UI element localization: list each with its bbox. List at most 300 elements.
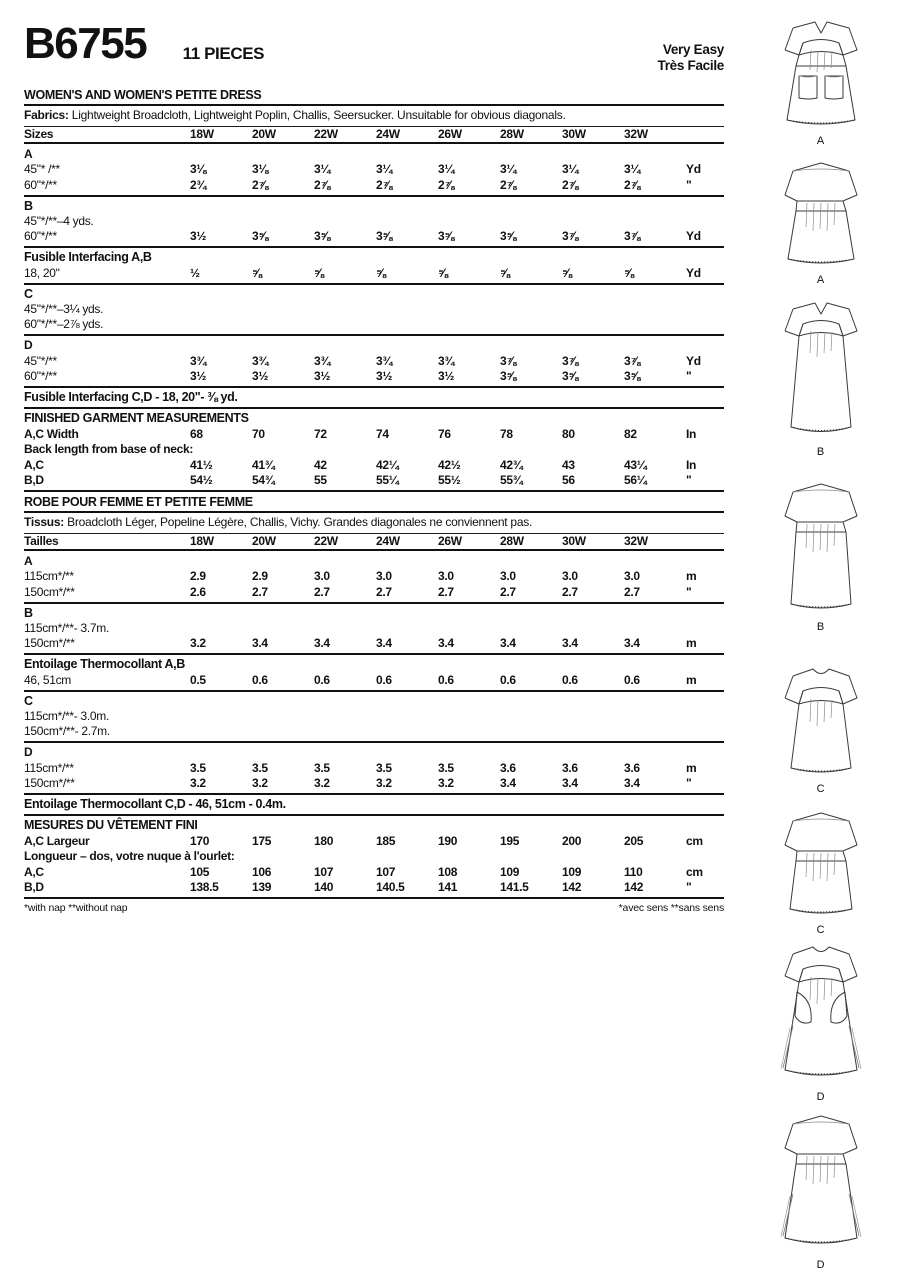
section-title: C <box>24 286 33 301</box>
yardage-cell: 2.7 <box>438 584 454 599</box>
illustration-c-back <box>724 805 917 936</box>
yardage-cell: 2⅞ <box>438 177 455 192</box>
fabrics-label-fr: Tissus: <box>24 515 65 529</box>
yardage-cell: 3.4 <box>252 636 268 650</box>
yardage-cell: 3¾ <box>190 353 207 368</box>
measurement-cell: 110 <box>624 864 643 879</box>
measurement-cell: 42¼ <box>376 457 399 472</box>
nap-footnote-en: *with nap **without nap <box>24 902 128 914</box>
section-title-row <box>24 146 726 162</box>
unit-cell: " <box>686 177 692 192</box>
measurement-cell: 43 <box>562 457 575 472</box>
measurement-cell: 42¾ <box>500 457 523 472</box>
width-label: 150cm*/** <box>24 584 75 599</box>
yardage-cell: 3⅛ <box>190 162 207 176</box>
measurement-cell: 106 <box>252 864 272 879</box>
yardage-row <box>24 369 726 385</box>
interfacing-block-cd-fr <box>24 795 724 814</box>
section-title-row <box>24 553 726 569</box>
sizes-row-en <box>24 127 726 143</box>
width-label: 46, 51cm <box>24 672 71 687</box>
measurement-cell: 42 <box>314 457 327 472</box>
size-col: 26W <box>438 127 462 141</box>
finished-title-fr: MESURES DU VÊTEMENT FINI <box>24 818 198 832</box>
yardage-cell: 0.6 <box>438 672 454 687</box>
yardage-cell: ⅝ <box>438 265 448 280</box>
unit-col <box>686 127 726 143</box>
illustration-d-front <box>724 938 917 1103</box>
illustration-caption: C <box>816 783 825 795</box>
yardage-cell: 3.2 <box>190 776 206 790</box>
yardage-cell: 3.6 <box>500 760 516 775</box>
yardage-cell: 0.6 <box>376 672 392 687</box>
section-title: A <box>24 553 33 568</box>
yardage-cell: 3.5 <box>190 760 206 775</box>
illustration-a-front <box>724 8 917 147</box>
measurement-row <box>24 473 726 489</box>
measurement-cell: 107 <box>314 864 334 879</box>
yardage-cell: 3.0 <box>314 569 330 583</box>
yardage-row <box>24 229 726 245</box>
yardage-cell: 3.2 <box>252 776 268 790</box>
garment-title: WOMEN'S AND WOMEN'S PETITE DRESS <box>24 88 262 102</box>
section-title: A <box>24 146 33 161</box>
line-drawings-column <box>724 0 917 1283</box>
measurement-cell: 140 <box>314 880 334 894</box>
dress-b-front-drawing <box>763 295 879 445</box>
measurement-cell: 175 <box>252 833 272 848</box>
measurement-row <box>24 880 726 896</box>
yardage-cell: 2⅞ <box>252 177 269 192</box>
inline-yardage-note: 45"*/**–4 yds. <box>24 213 94 228</box>
finished-measurements-fr <box>24 816 724 897</box>
yardage-row <box>24 569 726 585</box>
fabrics-text-en: Lightweight Broadcloth, Lightweight Poplin, Challis, Seersucker. Unsuitable for obvious diagonals. <box>68 108 566 122</box>
unit-cell: Yd <box>686 162 701 176</box>
spec-sheet <box>24 18 724 914</box>
width-label: 60"*/** <box>24 177 57 192</box>
yardage-cell: ⅝ <box>314 265 324 280</box>
sizes-header-table-en <box>24 127 726 143</box>
yardage-cell: 3.5 <box>438 760 454 775</box>
yardage-cell: 3.2 <box>376 776 392 790</box>
section-title: D <box>24 745 33 759</box>
interfacing-block-ab-fr <box>24 655 724 690</box>
illustration-b-back <box>724 478 917 633</box>
yardage-cell: 3¼ <box>624 162 641 176</box>
yardage-cell: 0.6 <box>314 672 330 687</box>
measurement-cell: 56 <box>562 473 575 487</box>
section-title: Entoilage Thermocollant A,B <box>24 657 185 671</box>
yardage-cell: 2.7 <box>500 584 516 599</box>
measurement-cell: 141.5 <box>500 880 529 894</box>
yardage-cell: 3.4 <box>314 636 330 650</box>
unit-cell: Yd <box>686 229 701 243</box>
yardage-cell: ⅝ <box>500 265 510 280</box>
size-col: 30W <box>562 127 586 141</box>
dress-a-back-drawing <box>763 155 879 273</box>
yardage-cell: 3½ <box>376 369 393 383</box>
yardage-cell: 3¾ <box>376 353 393 368</box>
yardage-cell: 3¼ <box>438 162 455 176</box>
yardage-cell: 3½ <box>314 369 331 383</box>
measurement-cell: 43¼ <box>624 457 647 472</box>
size-col: 22W <box>314 534 338 548</box>
measurement-cell: 205 <box>624 833 644 848</box>
yardage-cell: 3¼ <box>314 162 331 176</box>
width-label: 115cm*/** <box>24 569 74 583</box>
measurement-cell: 140.5 <box>376 880 405 894</box>
yardage-cell: 3.4 <box>376 636 392 650</box>
measurement-cell: 200 <box>562 833 582 848</box>
size-col: 18W <box>190 127 214 141</box>
unit-col <box>686 534 726 550</box>
yardage-row <box>24 265 726 281</box>
yardage-cell: 2.9 <box>190 569 206 583</box>
backlength-label-row <box>24 849 726 865</box>
yardage-cell: 3.0 <box>500 569 516 583</box>
yardage-cell: 2⅞ <box>500 177 517 192</box>
dress-b-back-drawing <box>763 478 879 620</box>
yardage-cell: 3⅛ <box>252 162 269 176</box>
measurement-cell: 142 <box>624 880 644 894</box>
unit-cell: Yd <box>686 353 701 368</box>
measurement-cell: 55½ <box>438 473 461 487</box>
yardage-cell: 3⅝ <box>314 229 331 243</box>
measurement-cell: 55 <box>314 473 327 487</box>
measurement-label: A,C Width <box>24 426 79 441</box>
yardage-cell: 3.0 <box>624 569 640 583</box>
yardage-cell: 2.9 <box>252 569 268 583</box>
measurement-cell: 41½ <box>190 457 213 472</box>
yardage-cell: 3.0 <box>438 569 454 583</box>
view-block-b-en <box>24 197 724 247</box>
measurement-cell: 56¼ <box>624 473 647 487</box>
view-block-d-en <box>24 336 724 387</box>
unit-cell: cm <box>686 833 703 848</box>
yardage-cell: 3.4 <box>500 636 516 650</box>
yardage-cell: 3.4 <box>500 776 516 790</box>
yardage-cell: 3.4 <box>624 636 640 650</box>
measurement-cell: 141 <box>438 880 458 894</box>
illustration-b-front <box>724 295 917 458</box>
measurement-label: A,C <box>24 864 44 879</box>
fabrics-line-fr <box>24 513 724 533</box>
inline-yardage-note: 150cm*/**- 2.7m. <box>24 723 110 738</box>
yardage-cell: 3⅞ <box>562 229 579 243</box>
view-block-a-en <box>24 144 724 195</box>
measurement-cell: 74 <box>376 426 389 441</box>
size-col: 20W <box>252 127 276 141</box>
yardage-cell: 3⅞ <box>562 353 579 368</box>
yardage-cell: 3⅝ <box>562 369 579 383</box>
interfacing-block-cd-en <box>24 388 724 407</box>
unit-cell: " <box>686 776 692 790</box>
yardage-cell: 3½ <box>252 369 269 383</box>
size-col: 28W <box>500 127 524 141</box>
width-label: 150cm*/** <box>24 636 75 650</box>
view-block-c-en <box>24 285 724 334</box>
measurement-cell: 55¼ <box>376 473 399 487</box>
yardage-row <box>24 353 726 369</box>
difficulty-en: Very Easy <box>662 42 724 57</box>
interfacing-cd-line-fr: Entoilage Thermocollant C,D - 46, 51cm - 0.4m. <box>24 797 286 811</box>
yardage-cell: 3⅝ <box>500 229 517 243</box>
yardage-cell: 3½ <box>190 369 207 383</box>
yardage-cell: 3.4 <box>438 636 454 650</box>
pattern-number: B6755 <box>24 19 147 68</box>
illustration-c-front <box>724 658 917 795</box>
inline-yardage-note: 115cm*/**- 3.0m. <box>24 708 110 723</box>
yardage-cell: 3¼ <box>376 162 393 176</box>
size-col: 26W <box>438 534 462 548</box>
illustration-caption: C <box>816 924 825 936</box>
yardage-row <box>24 584 726 600</box>
yardage-cell: 3.5 <box>314 760 330 775</box>
width-label: 60"*/** <box>24 229 57 243</box>
measurement-cell: 109 <box>562 864 582 879</box>
size-col: 32W <box>624 534 648 548</box>
yardage-cell: 3.6 <box>562 760 578 775</box>
view-block-a-fr <box>24 551 724 602</box>
yardage-cell: 3.5 <box>376 760 392 775</box>
yardage-cell: 3⅝ <box>376 229 393 243</box>
measurement-cell: 54¾ <box>252 473 275 487</box>
fabrics-label-en: Fabrics: <box>24 108 69 122</box>
yardage-cell: ⅝ <box>624 265 634 280</box>
width-label: 115cm*/** <box>24 760 74 775</box>
section-title: C <box>24 693 33 708</box>
unit-cell: " <box>686 473 692 487</box>
unit-cell: m <box>686 569 697 583</box>
yardage-row <box>24 776 726 792</box>
yardage-cell: 2.7 <box>624 584 640 599</box>
yardage-cell: 3.2 <box>314 776 330 790</box>
yardage-cell: 3¾ <box>314 353 331 368</box>
yardage-cell: 2.7 <box>562 584 578 599</box>
yardage-row <box>24 177 726 193</box>
measurement-cell: 185 <box>376 833 396 848</box>
illustration-caption: D <box>816 1091 825 1103</box>
measurement-cell: 105 <box>190 864 210 879</box>
backlength-label-fr: Longueur – dos, votre nuque à l'ourlet: <box>24 849 235 863</box>
measurement-cell: 109 <box>500 864 520 879</box>
measurement-cell: 72 <box>314 426 327 441</box>
yardage-cell: 2¾ <box>190 177 207 192</box>
yardage-cell: 0.6 <box>562 672 578 687</box>
measurement-cell: 180 <box>314 833 334 848</box>
unit-cell: Yd <box>686 265 701 280</box>
yardage-cell: 2⅞ <box>314 177 331 192</box>
yardage-cell: 3.0 <box>376 569 392 583</box>
yardage-cell: 3¾ <box>252 353 269 368</box>
measurement-row <box>24 426 726 442</box>
interfacing-block-ab-en <box>24 248 724 283</box>
size-col: 22W <box>314 127 338 141</box>
size-col: 24W <box>376 127 400 141</box>
measurement-cell: 54½ <box>190 473 213 487</box>
yardage-cell: 2.6 <box>190 584 206 599</box>
yardage-cell: 0.6 <box>500 672 516 687</box>
size-col: 32W <box>624 127 648 141</box>
illustration-caption: A <box>816 135 825 147</box>
yardage-row <box>24 162 726 178</box>
width-label: 150cm*/** <box>24 776 75 790</box>
unit-cell: m <box>686 760 697 775</box>
nap-footnotes <box>24 899 724 914</box>
nap-footnote-fr: *avec sens **sans sens <box>618 902 724 914</box>
unit-cell: m <box>686 636 697 650</box>
view-block-c-fr <box>24 692 724 741</box>
finished-measurements-en <box>24 409 724 490</box>
width-label: 18, 20" <box>24 265 60 280</box>
yardage-cell: 0.5 <box>190 672 206 687</box>
yardage-cell: 3¼ <box>562 162 579 176</box>
section-title: B <box>24 605 33 620</box>
sizes-row-fr <box>24 534 726 550</box>
sizes-header-table-fr <box>24 534 726 550</box>
size-col: 20W <box>252 534 276 548</box>
illustration-caption: B <box>816 446 825 458</box>
measurement-cell: 195 <box>500 833 520 848</box>
yardage-cell: 2.7 <box>376 584 392 599</box>
measurement-cell: 76 <box>438 426 451 441</box>
measurement-label: B,D <box>24 880 44 894</box>
size-col: 30W <box>562 534 586 548</box>
measurement-cell: 80 <box>562 426 575 441</box>
section-title: D <box>24 338 33 352</box>
measurement-cell: 139 <box>252 880 272 894</box>
illustration-caption: B <box>816 621 825 633</box>
inline-yardage-note: 60"*/**–2⅞ yds. <box>24 316 104 331</box>
width-label: 45"* /** <box>24 162 60 176</box>
measurement-cell: 68 <box>190 426 203 441</box>
yardage-row <box>24 760 726 776</box>
yardage-cell: ⅝ <box>562 265 572 280</box>
yardage-cell: 3⅝ <box>438 229 455 243</box>
measurement-cell: 41¾ <box>252 457 275 472</box>
header <box>24 18 724 88</box>
dress-c-back-drawing <box>763 805 879 923</box>
sizes-label-fr: Tailles <box>24 534 59 548</box>
yardage-cell: 2⅞ <box>624 177 641 192</box>
inline-yardage-note: 115cm*/**- 3.7m. <box>24 620 110 635</box>
yardage-cell: 3⅞ <box>624 353 641 368</box>
yardage-cell: 3.2 <box>190 636 206 650</box>
yardage-cell: ⅝ <box>376 265 386 280</box>
yardage-cell: 3½ <box>438 369 455 383</box>
size-col: 18W <box>190 534 214 548</box>
yardage-cell: 2⅞ <box>562 177 579 192</box>
measurement-cell: 190 <box>438 833 458 848</box>
width-label: 45"*/** <box>24 353 57 368</box>
interfacing-cd-line-en: Fusible Interfacing C,D - 18, 20"- ⅜ yd. <box>24 390 238 404</box>
measurement-row <box>24 457 726 473</box>
measurement-cell: 107 <box>376 864 396 879</box>
unit-cell: " <box>686 584 692 599</box>
yardage-cell: 0.6 <box>624 672 640 687</box>
unit-cell: cm <box>686 864 703 879</box>
illustration-caption: A <box>816 274 825 286</box>
width-label: 60"*/** <box>24 369 57 383</box>
measurement-label: A,C <box>24 457 44 472</box>
french-heading: ROBE POUR FEMME ET PETITE FEMME <box>24 494 253 509</box>
measurement-cell: 55¾ <box>500 473 523 487</box>
yardage-row <box>24 672 726 688</box>
view-block-d-fr <box>24 743 724 794</box>
illustration-a-back <box>724 155 917 286</box>
fabrics-line-en <box>24 106 724 126</box>
measurement-row <box>24 864 726 880</box>
measurement-cell: 170 <box>190 833 210 848</box>
dress-a-front-drawing <box>763 8 879 134</box>
fabrics-text-fr: Broadcloth Léger, Popeline Légère, Challis, Vichy. Grandes diagonales ne conviennent pas. <box>64 515 533 529</box>
measurement-cell: 82 <box>624 426 637 441</box>
measurement-row <box>24 833 726 849</box>
finished-title-en: FINISHED GARMENT MEASUREMENTS <box>24 411 249 425</box>
unit-cell: " <box>686 369 692 383</box>
yardage-cell: 2.7 <box>252 584 268 599</box>
yardage-cell: 3⅞ <box>500 353 517 368</box>
yardage-cell: 3⅝ <box>500 369 517 383</box>
measurement-cell: 108 <box>438 864 458 879</box>
measurement-cell: 78 <box>500 426 513 441</box>
yardage-cell: 3.5 <box>252 760 268 775</box>
yardage-row <box>24 636 726 652</box>
illustration-d-back <box>724 1110 917 1271</box>
yardage-cell: 3⅞ <box>624 229 641 243</box>
size-col: 28W <box>500 534 524 548</box>
sizes-label-en: Sizes <box>24 127 54 141</box>
unit-cell: " <box>686 880 692 894</box>
view-block-b-fr <box>24 604 724 654</box>
yardage-cell: 3.6 <box>624 760 640 775</box>
unit-cell: m <box>686 672 697 687</box>
difficulty-fr: Très Facile <box>657 58 724 73</box>
yardage-cell: 3.2 <box>438 776 454 790</box>
illustration-caption: D <box>816 1259 825 1271</box>
dress-d-front-drawing <box>763 938 879 1090</box>
yardage-cell: 2⅞ <box>376 177 393 192</box>
unit-cell: In <box>686 457 697 472</box>
yardage-cell: 3.4 <box>562 776 578 790</box>
yardage-cell: 3⅝ <box>624 369 641 383</box>
dress-c-front-drawing <box>763 658 879 782</box>
size-col: 24W <box>376 534 400 548</box>
measurement-cell: 70 <box>252 426 265 441</box>
measurement-label: B,D <box>24 473 44 487</box>
yardage-cell: 3¼ <box>500 162 517 176</box>
measurement-cell: 142 <box>562 880 582 894</box>
difficulty-rating <box>658 42 725 74</box>
yardage-cell: ½ <box>190 265 200 280</box>
yardage-cell: ⅝ <box>252 265 262 280</box>
measurement-label: A,C Largeur <box>24 833 90 848</box>
section-title-row <box>24 745 726 761</box>
section-title: Fusible Interfacing A,B <box>24 250 152 264</box>
yardage-cell: 0.6 <box>252 672 268 687</box>
backlength-label-en: Back length from base of neck: <box>24 442 194 456</box>
yardage-cell: 3½ <box>190 229 207 243</box>
piece-count: 11 PIECES <box>182 44 265 63</box>
inline-yardage-note: 45"*/**–3¼ yds. <box>24 301 104 316</box>
yardage-cell: 3¾ <box>438 353 455 368</box>
section-title-row <box>24 338 726 354</box>
measurement-cell: 42½ <box>438 457 461 472</box>
yardage-cell: 3.4 <box>562 636 578 650</box>
measurement-cell: 138.5 <box>190 880 219 894</box>
dress-d-back-drawing <box>763 1110 879 1258</box>
